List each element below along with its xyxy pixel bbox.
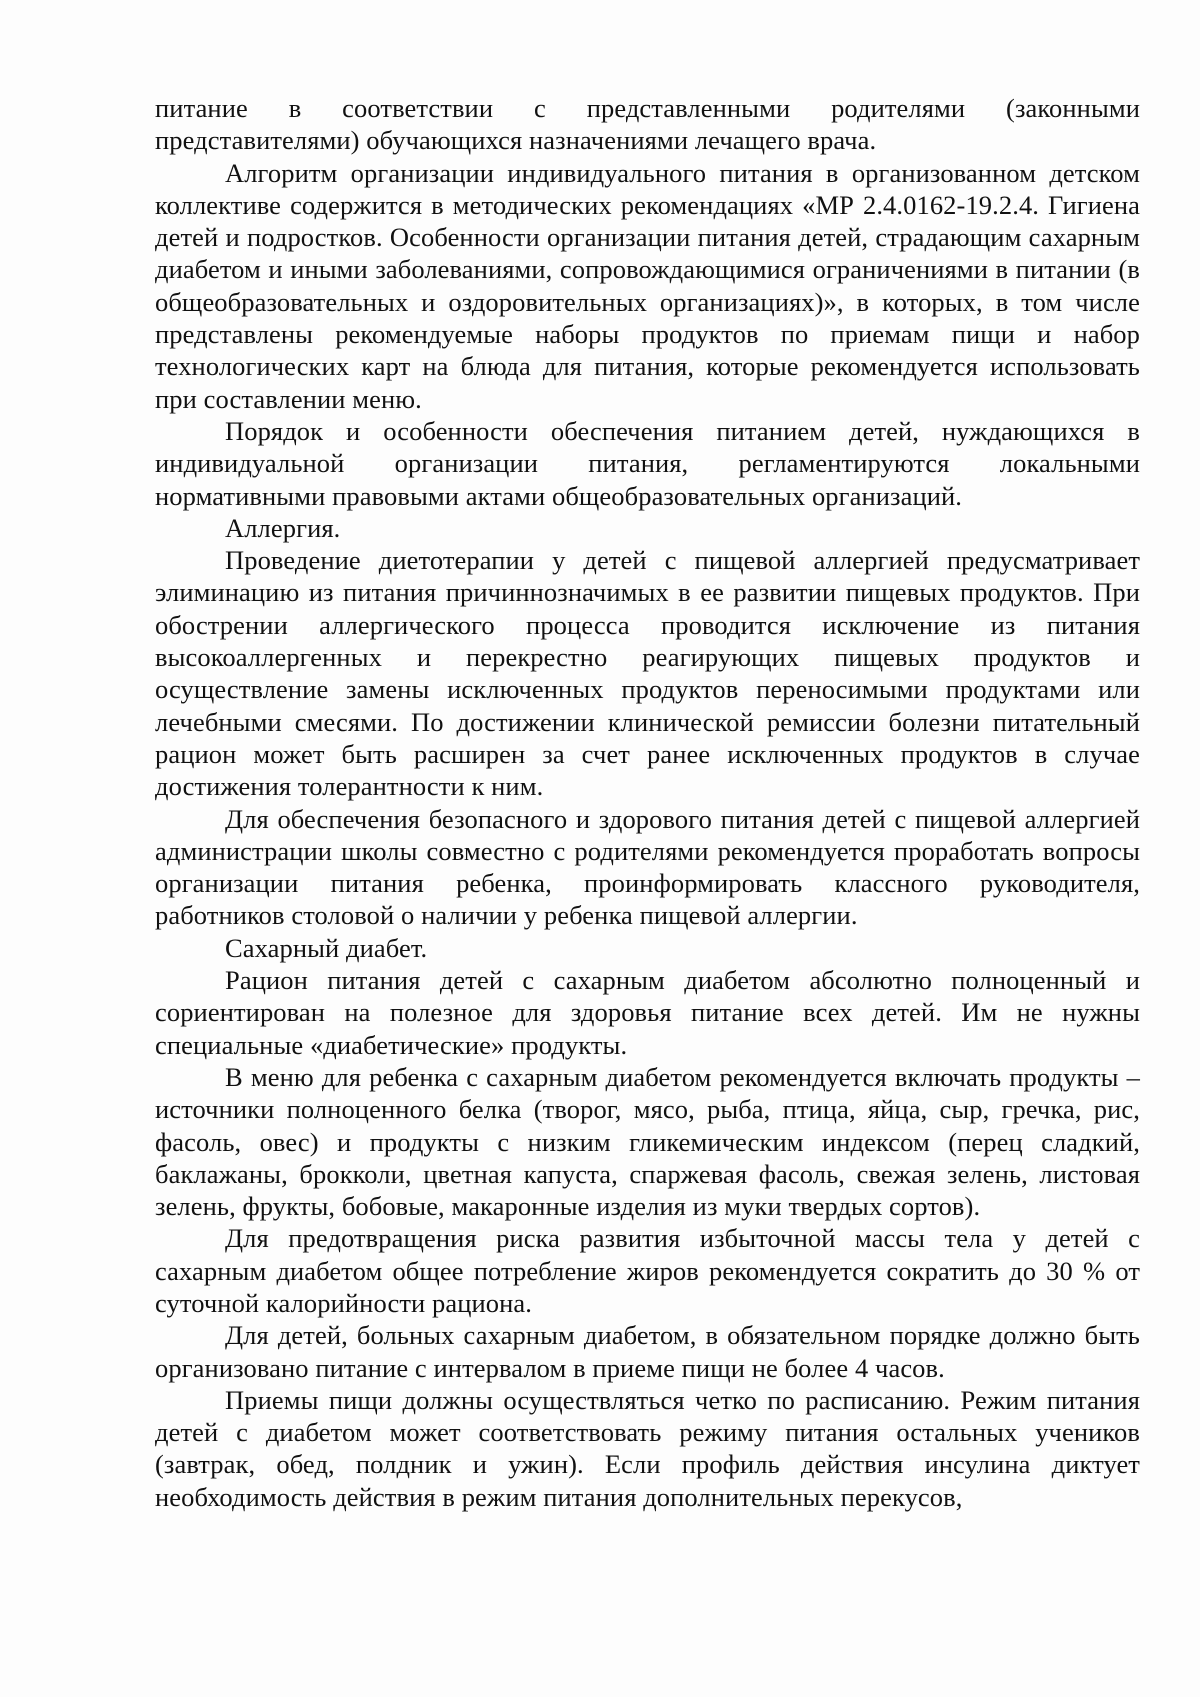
paragraph-diabetes-ration: Рацион питания детей с сахарным диабетом абсолютно полноценный и сориентирован на полезное для здоровья питание всех детей. Им не нужны специальные «диабетические» продукты.: [155, 965, 1140, 1060]
paragraph-diet-therapy: Проведение диетотерапии у детей с пищевой аллергией предусматривает элиминацию из питания причиннозначимых в ее развитии пищевых продуктов. При обострении аллергического процесса проводится исключение из питания высокоаллергенных и перекрестно реагирующих пищевых продуктов и осуществление замены исключенных продуктов переносимыми продуктами или лечебными смесями. По достижении клинической ремиссии болезни питательный рацион может быть расширен за счет ранее исключенных продуктов в случае достижения толерантности к ним.: [155, 545, 1140, 802]
document-body: [155, 92, 1140, 1513]
paragraph-fat-intake: Для предотвращения риска развития избыточной массы тела у детей с сахарным диабетом общее потребление жиров рекомендуется сократить до 30 % от суточной калорийности рациона.: [155, 1223, 1140, 1318]
paragraph-algorithm: Алгоритм организации индивидуального питания в организованном детском коллективе содержится в методических рекомендациях «МР 2.4.0162-19.2.4. Гигиена детей и подростков. Особенности организации питания детей, страдающим сахарным диабетом и иными заболеваниями, сопровождающимися ограничениями в питании (в общеобразовательных и оздоровительных организациях)», в которых, в том числе представлены рекомендуемые наборы продуктов по приемам пищи и набор технологических карт на блюда для питания, которые рекомендуется использовать при составлении меню.: [155, 157, 1140, 414]
paragraph-continuation: питание в соответствии с представленными родителями (законными представителями) обучающихся назначениями лечащего врача.: [155, 93, 1140, 156]
heading-diabetes: Сахарный диабет.: [225, 932, 428, 963]
paragraph-meal-schedule: Приемы пищи должны осуществляться четко по расписанию. Режим питания детей с диабетом может соответствовать режиму питания остальных учеников (завтрак, обед, полдник и ужин). Если профиль действия инсулина диктует необходимость действия в режим питания дополнительных перекусов,: [155, 1384, 1140, 1512]
paragraph-safe-nutrition: Для обеспечения безопасного и здорового питания детей с пищевой аллергией администрации школы совместно с родителями рекомендуется проработать вопросы организации питания ребенка, проинформировать классного руководителя, работников столовой о наличии у ребенка пищевой аллергии.: [155, 803, 1140, 931]
paragraph-meal-interval: Для детей, больных сахарным диабетом, в обязательном порядке должно быть организовано питание с интервалом в приеме пищи не более 4 часов.: [155, 1320, 1140, 1383]
paragraph-procedure: Порядок и особенности обеспечения питанием детей, нуждающихся в индивидуальной организации питания, регламентируются локальными нормативными правовыми актами общеобразовательных организаций.: [155, 415, 1140, 511]
paragraph-diabetes-menu: В меню для ребенка с сахарным диабетом рекомендуется включать продукты – источники полноценного белка (творог, мясо, рыба, птица, яйца, сыр, гречка, рис, фасоль, овес) и продукты с низким гликемическим индексом (перец сладкий, баклажаны, брокколи, цветная капуста, спаржевая фасоль, свежая зелень, листовая зелень, фрукты, бобовые, макаронные изделия из муки твердых сортов).: [155, 1061, 1140, 1222]
heading-allergy: Аллергия.: [225, 512, 341, 543]
